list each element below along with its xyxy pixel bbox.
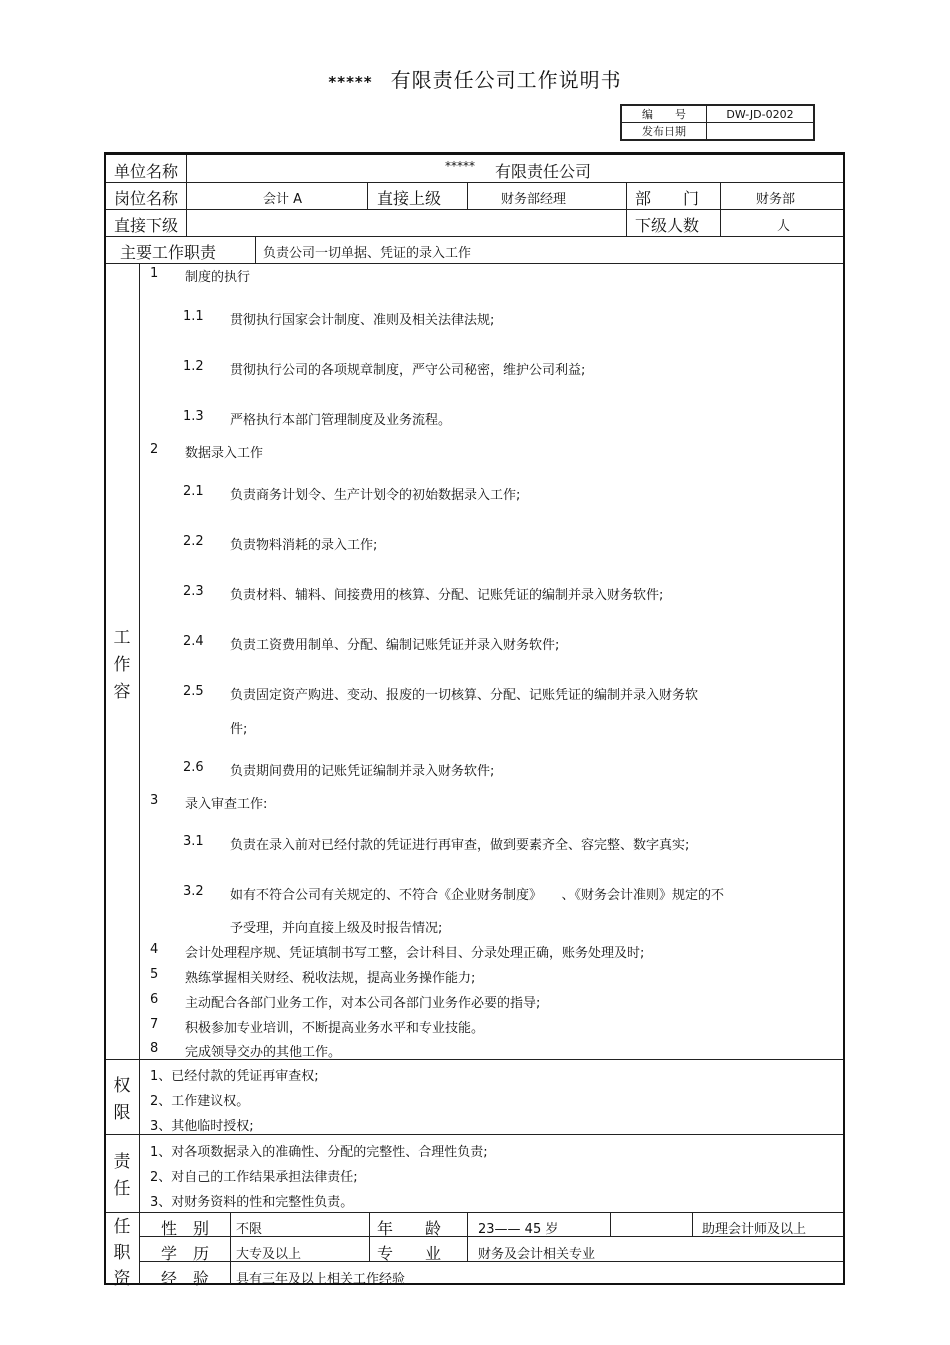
- authority-item: 1、已经付款的凭证再审查权;: [150, 1069, 319, 1084]
- education-value: 大专及以上: [236, 1247, 302, 1262]
- list-item: 录入审查工作:: [185, 797, 268, 812]
- list-item: 会计处理程序规、凭证填制书写工整，会计科目、分录处理正确，账务处理及时;: [185, 946, 645, 961]
- list-item: 负责商务计划令、生产计划令的初始数据录入工作;: [230, 488, 521, 503]
- doc-number-value: DW-JD-0202: [707, 105, 815, 123]
- list-item: 贯彻执行公司的各项规章制度，严守公司秘密，维护公司利益;: [230, 363, 586, 378]
- doc-number-label: 编 号: [621, 105, 707, 123]
- direct-superior-value: 财务部经理: [501, 192, 567, 207]
- list-item-number: 2.4: [183, 634, 204, 649]
- list-item-number: 3.2: [183, 884, 204, 899]
- list-item-number: 6: [150, 992, 159, 1007]
- gender-label: 性 别: [161, 1219, 210, 1238]
- responsibility-item: 3、对财务资料的性和完整性负责。: [150, 1195, 354, 1210]
- qualification-side-label: 任 职 资: [113, 1217, 131, 1289]
- list-item-number: 7: [150, 1017, 159, 1032]
- list-item-number: 3.1: [183, 834, 204, 849]
- responsibility-item: 2、对自己的工作结果承担法律责任;: [150, 1170, 358, 1185]
- title-text: 有限责任公司工作说明书: [390, 68, 622, 92]
- position-name-label: 岗位名称: [114, 189, 179, 208]
- list-item-number: 1.3: [183, 409, 204, 424]
- list-item: 贯彻执行国家会计制度、准则及相关法律法规;: [230, 313, 495, 328]
- department-value: 财务部: [756, 192, 796, 207]
- list-item-number: 1.2: [183, 359, 204, 374]
- responsibility-item: 1、对各项数据录入的准确性、分配的完整性、合理性负责;: [150, 1145, 488, 1160]
- job-description-form: [104, 152, 845, 1289]
- authority-item: 3、其他临时授权;: [150, 1119, 254, 1134]
- page-title: [0, 64, 950, 93]
- unit-name-label: 单位名称: [114, 162, 179, 181]
- doc-date-label: 发布日期: [621, 123, 707, 141]
- gender-value: 不限: [236, 1222, 263, 1237]
- list-item-number: 2.1: [183, 484, 204, 499]
- age-label: 年 龄: [377, 1219, 442, 1238]
- list-item-number: 8: [150, 1041, 159, 1056]
- list-item-number: 2.2: [183, 534, 204, 549]
- responsibility-side-label: 责 任: [113, 1152, 131, 1199]
- list-item-number: 1: [150, 266, 159, 281]
- list-item-number: 4: [150, 942, 159, 957]
- authority-side-label: 权 限: [113, 1076, 131, 1123]
- list-item: 负责材料、辅料、间接费用的核算、分配、记账凭证的编制并录入财务软件;: [230, 588, 664, 603]
- major-value: 财务及会计相关专业: [478, 1247, 596, 1262]
- list-item: 负责在录入前对已经付款的凭证进行再审查，做到要素齐全、容完整、数字真实;: [230, 838, 690, 853]
- work-content-side-label: 工 作 容: [113, 628, 131, 702]
- list-item-number: 2.6: [183, 760, 204, 775]
- list-item: 数据录入工作: [185, 446, 264, 461]
- position-name-value: 会计 A: [263, 192, 303, 207]
- title-stars: *****: [328, 73, 373, 91]
- list-item: 严格执行本部门管理制度及业务流程。: [230, 413, 452, 428]
- list-item-number: 1.1: [183, 309, 204, 324]
- list-item-number: 2.5: [183, 684, 204, 699]
- list-item-continuation: 予受理，并向直接上级及时报告情况;: [230, 921, 443, 936]
- list-item: 熟练掌握相关财经、税收法规，提高业务操作能力;: [185, 971, 476, 986]
- direct-subordinate-label: 直接下级: [114, 216, 179, 235]
- list-item: 主动配合各部门业务工作，对本公司各部门业务作必要的指导;: [185, 996, 541, 1011]
- list-item: 积极参加专业培训，不断提高业务水平和专业技能。: [185, 1021, 485, 1036]
- list-item-number: 2: [150, 442, 159, 457]
- age-value: 23—— 45 岁: [478, 1222, 559, 1237]
- list-item: 负责固定资产购进、变动、报废的一切核算、分配、记账凭证的编制并录入财务软: [230, 688, 699, 703]
- unit-name-stars: *****: [445, 159, 475, 173]
- subordinate-count-label: 下级人数: [635, 216, 700, 235]
- list-item: 负责物料消耗的录入工作;: [230, 538, 378, 553]
- experience-label: 经 验: [161, 1269, 210, 1288]
- major-label: 专 业: [377, 1244, 442, 1263]
- main-duty-value: 负责公司一切单据、凭证的录入工作: [263, 246, 472, 261]
- doc-date-value: [707, 123, 815, 141]
- education-label: 学 历: [161, 1244, 210, 1263]
- list-item: 负责工资费用制单、分配、编制记账凭证并录入财务软件;: [230, 638, 560, 653]
- subordinate-count-value: 人: [777, 219, 791, 234]
- document-number-box: [620, 104, 815, 141]
- list-item-number: 2.3: [183, 584, 204, 599]
- list-item: 完成领导交办的其他工作。: [185, 1045, 342, 1060]
- direct-superior-label: 直接上级: [377, 189, 442, 208]
- list-item-number: 3: [150, 793, 159, 808]
- main-duty-label: 主要工作职责: [120, 243, 217, 262]
- list-item-continuation: 件;: [230, 722, 248, 737]
- list-item-number: 5: [150, 967, 159, 982]
- list-item: 负责期间费用的记账凭证编制并录入财务软件;: [230, 764, 495, 779]
- unit-name-value: 有限责任公司: [495, 162, 592, 181]
- list-item: 如有不符合公司有关规定的、不符合《企业财务制度》 、《财务会计准则》规定的不: [230, 888, 725, 903]
- authority-item: 2、工作建议权。: [150, 1094, 250, 1109]
- department-label: 部 门: [635, 189, 700, 208]
- list-item: 制度的执行: [185, 270, 251, 285]
- experience-value: 具有三年及以上相关工作经验: [236, 1272, 406, 1287]
- professional-title-value: 助理会计师及以上: [702, 1222, 807, 1237]
